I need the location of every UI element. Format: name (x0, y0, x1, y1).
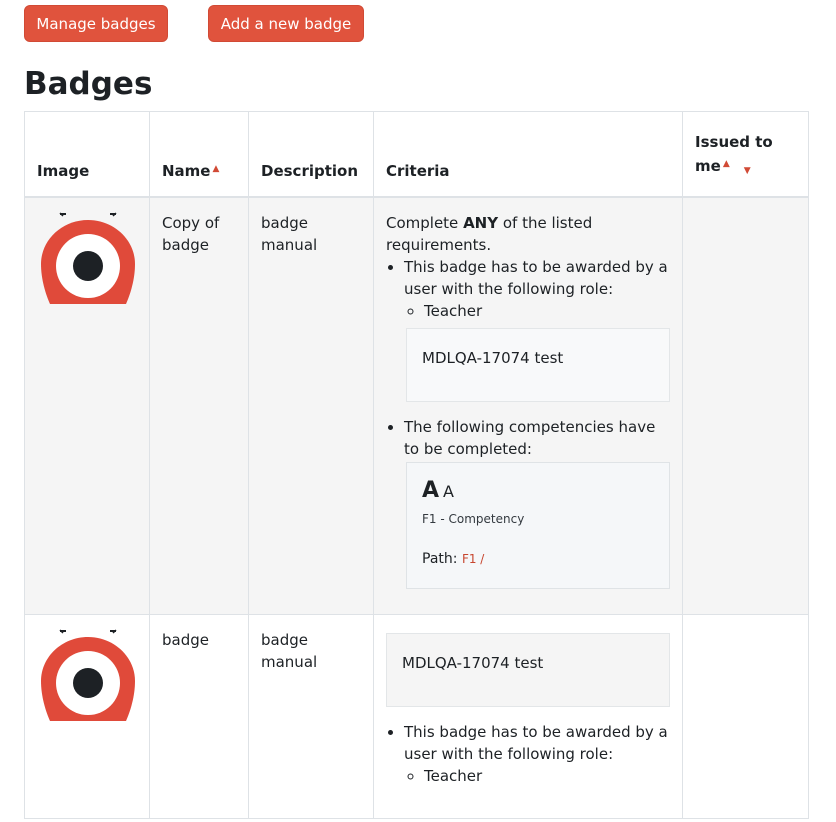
criteria-note: MDLQA-17074 test (406, 328, 670, 402)
badge-icon[interactable] (40, 212, 136, 312)
badge-name[interactable]: badge (150, 615, 249, 819)
criteria-competency-item: • The following competencies have to be completed: A A F1 - Competency Path: F1 / (404, 416, 670, 589)
competency-framework: F1 - Competency (422, 512, 525, 526)
table-row (25, 615, 809, 819)
badge-name[interactable]: Copy of badge (150, 197, 249, 615)
badge-image-cell (25, 615, 150, 819)
table-header-row (25, 112, 809, 198)
badge-icon[interactable] (40, 629, 136, 729)
badge-issued-cell (683, 197, 809, 615)
page-title: Badges (24, 66, 153, 102)
sort-asc-icon[interactable]: ▲ (212, 164, 220, 174)
badge-issued-cell (683, 615, 809, 819)
header-image: Image (25, 112, 150, 198)
criteria-note: MDLQA-17074 test (386, 633, 670, 707)
competency-idnumber: A (443, 482, 454, 501)
criteria-role-item: • This badge has to be awarded by a user with the following role: ◦ Teacher (404, 721, 670, 787)
badge-image-cell (25, 197, 150, 615)
competency-card (406, 462, 670, 589)
badge-criteria (374, 197, 683, 615)
header-name[interactable]: Name ▲ (150, 112, 249, 198)
badge-description: badge manual (249, 197, 374, 615)
criteria-intro: Complete ANY of the listed requirements. (386, 214, 593, 254)
badges-table (24, 111, 809, 819)
criteria-role-item: • This badge has to be awarded by a user with the following role: ◦ Teacher MDLQA-17074 test (404, 256, 670, 402)
header-description: Description (249, 112, 374, 198)
sort-asc-icon[interactable]: ▲ (722, 159, 730, 169)
criteria-role: ◦ Teacher (424, 300, 670, 322)
header-criteria: Criteria (374, 112, 683, 198)
criteria-role: ◦ Teacher (424, 765, 670, 787)
table-row (25, 197, 809, 615)
competency-path-link[interactable]: F1 (461, 552, 477, 566)
header-issued-to-me[interactable]: Issued to me ▲▼ (683, 112, 809, 198)
badge-criteria (374, 615, 683, 819)
badge-description: badge manual (249, 615, 374, 819)
competency-path: Path: F1 / (422, 551, 485, 567)
competency-shortname[interactable]: A (422, 478, 440, 503)
manage-badges-button[interactable]: Manage badges (24, 5, 168, 42)
add-new-badge-button[interactable]: Add a new badge (208, 5, 364, 42)
sort-desc-icon[interactable]: ▼ (743, 166, 751, 176)
